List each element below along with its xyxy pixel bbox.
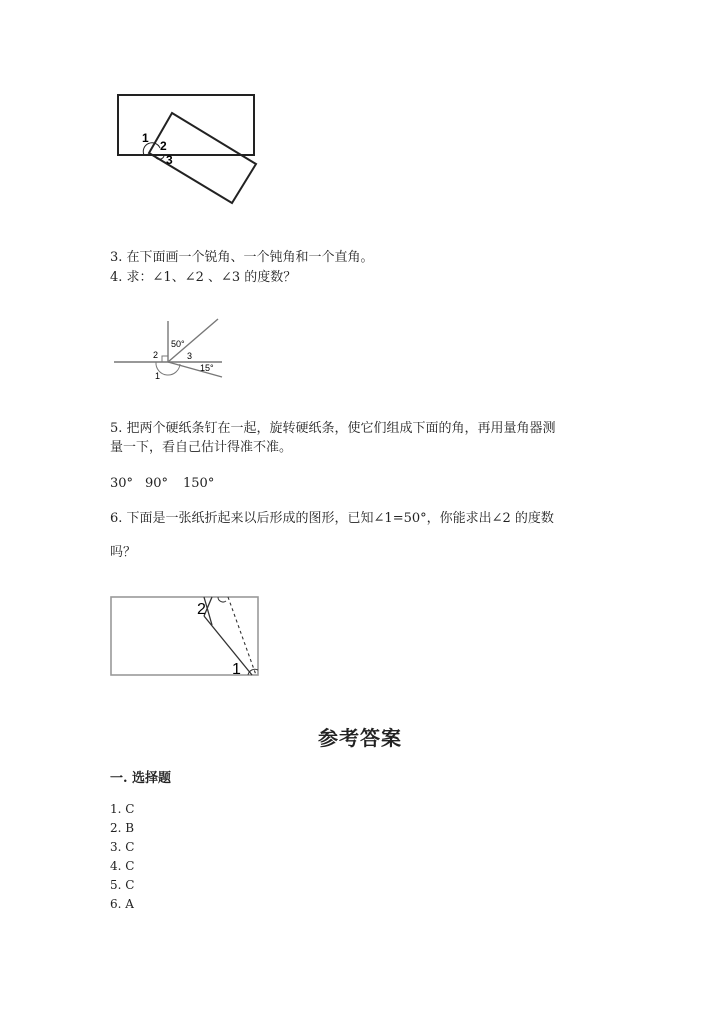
- figure-folded-paper: [108, 592, 262, 678]
- question-6-line-2: 吗？: [110, 545, 137, 560]
- angle-1-arc: [248, 669, 258, 675]
- angle-150: 150°: [183, 476, 215, 491]
- answer-item: 1. C: [110, 802, 135, 816]
- fold-edge-diagonal: [204, 616, 252, 675]
- answer-item: 4. C: [110, 859, 135, 873]
- question-5-line-1: 5. 把两个硬纸条钉在一起，旋转硬纸条，使它们组成下面的角，再用量角器测: [110, 421, 556, 436]
- answer-item: 5. C: [110, 878, 135, 892]
- figure2-label-2: 2: [153, 350, 159, 360]
- section-heading: 一. 选择题: [110, 771, 172, 786]
- figure2-label-15: 15°: [200, 363, 214, 373]
- answers-title: 参考答案: [318, 726, 402, 750]
- answer-item: 3. C: [110, 840, 135, 854]
- angle-30: 30°: [110, 476, 134, 491]
- question-5-line-2: 量一下，看自己估计得准不准。: [110, 440, 293, 455]
- angle-90: 90°: [145, 476, 169, 491]
- answer-list: [110, 800, 134, 914]
- figure-overlapping-rectangles: [110, 90, 270, 210]
- question-6-line-1: 6. 下面是一张纸折起来以后形成的图形，已知∠1=50°，你能求出∠2 的度数: [110, 511, 554, 526]
- answer-item: 6. A: [110, 897, 134, 911]
- question-3: 3. 在下面画一个锐角、一个钝角和一个直角。: [110, 250, 374, 265]
- figure1-label-1: 1: [142, 131, 149, 145]
- answer-item: 2. B: [110, 821, 135, 835]
- figure-angles: [110, 315, 230, 385]
- figure2-label-1: 1: [155, 371, 161, 381]
- figure2-label-50: 50°: [171, 339, 185, 349]
- figure1-label-3: 3: [166, 153, 173, 167]
- figure3-label-2: 2: [197, 601, 206, 618]
- right-angle-mark: [162, 356, 168, 362]
- figure1-label-2: 2: [160, 139, 167, 153]
- question-4: 4. 求：∠1、∠2 、∠3 的度数？: [110, 270, 297, 285]
- ray-lower: [168, 362, 222, 377]
- horizontal-rectangle: [118, 95, 254, 155]
- figure2-label-3: 3: [187, 351, 193, 361]
- figure3-label-1: 1: [232, 661, 241, 678]
